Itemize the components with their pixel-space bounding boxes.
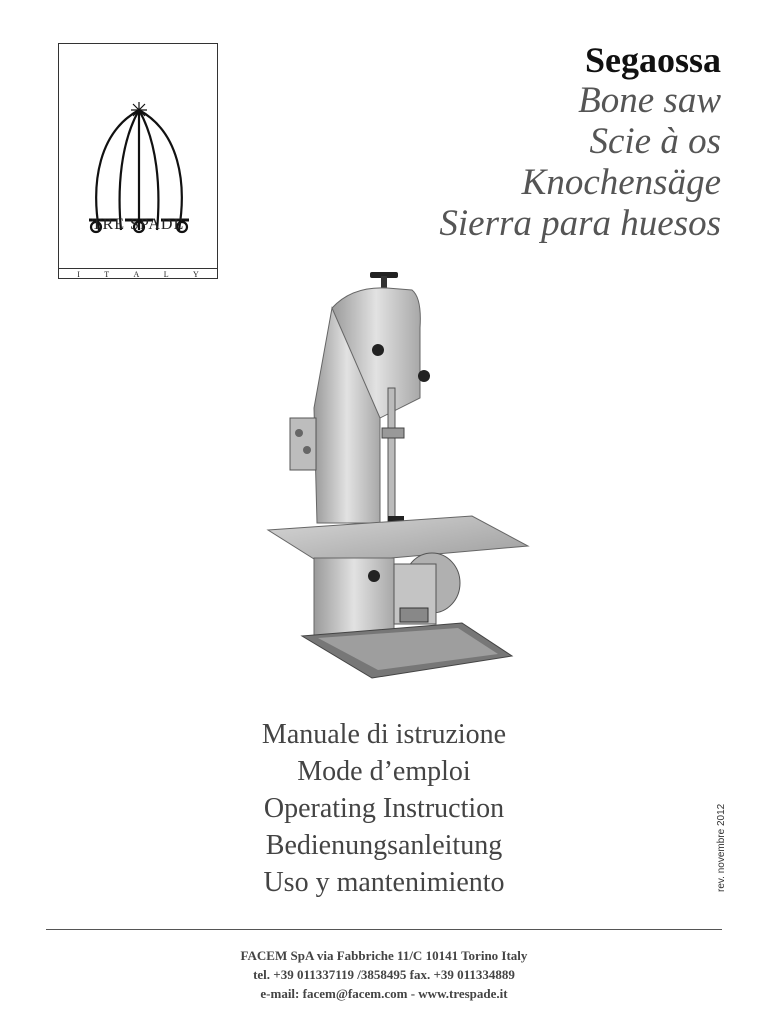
product-title-en: Bone saw (578, 80, 721, 121)
manual-title-es: Uso y mantenimiento (263, 867, 505, 898)
company-footer (0, 946, 768, 1003)
footer-divider (46, 929, 722, 930)
logo-country-letter: Y (192, 270, 199, 279)
logo-brand-name: TRE SPADE (91, 216, 185, 233)
logo-country-letter: L (163, 270, 169, 279)
product-title-fr: Scie à os (589, 121, 721, 162)
bone-saw-machine-image (262, 268, 532, 683)
footer-address: FACEM SpA via Fabbriche 11/C 10141 Torino Italy (240, 948, 528, 963)
logo-country-letter: I (77, 270, 80, 279)
logo-country-letter: T (104, 270, 110, 279)
footer-phone: tel. +39 011337119 /3858495 fax. +39 011334889 (253, 967, 515, 982)
three-swords-icon (69, 72, 209, 282)
product-title-es: Sierra para huesos (439, 203, 721, 244)
product-titles (439, 40, 721, 244)
manual-title-de: Bedienungsanleitung (265, 830, 503, 861)
logo-country-letter: A (133, 270, 140, 279)
product-title-de: Knochensäge (521, 162, 721, 203)
brand-logo (58, 43, 218, 279)
logo-country (59, 270, 217, 279)
product-title: Segaossa (584, 40, 721, 80)
manual-title-en: Operating Instruction (263, 793, 505, 824)
manual-title-fr: Mode d’emploi (297, 756, 471, 787)
revision-note: rev. novembre 2012 (716, 803, 727, 892)
logo-divider (59, 268, 217, 269)
manual-titles (0, 716, 768, 901)
manual-title-it: Manuale di istruzione (261, 719, 507, 750)
footer-contact: e-mail: facem@facem.com - www.trespade.it (260, 986, 508, 1001)
